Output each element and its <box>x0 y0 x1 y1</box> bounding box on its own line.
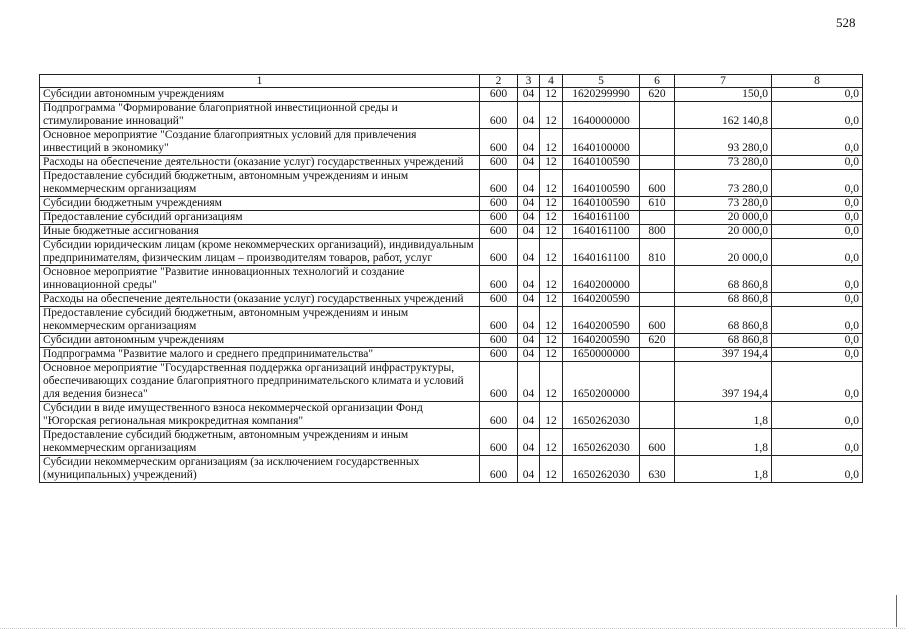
row-target-code: 1640200000 <box>563 266 640 293</box>
row-amount: 20 000,0 <box>675 211 772 225</box>
row-subsection-code: 12 <box>540 266 563 293</box>
row-expense-type: 600 <box>640 170 675 197</box>
row-name: Подпрограмма "Развитие малого и среднего предпринимательства" <box>40 348 480 362</box>
row-section-code: 04 <box>518 429 540 456</box>
row-amount-2: 0,0 <box>772 129 863 156</box>
row-name: Основное мероприятие "Развитие инновационных технологий и создание инновационной среды" <box>40 266 480 293</box>
row-section-code: 04 <box>518 197 540 211</box>
row-target-code: 1650262030 <box>563 456 640 483</box>
row-name: Предоставление субсидий бюджетным, автономным учреждениям и иным некоммерческим организациям <box>40 307 480 334</box>
row-expense-type: 800 <box>640 225 675 239</box>
row-target-code: 1650000000 <box>563 348 640 362</box>
row-name: Субсидии автономным учреждениям <box>40 334 480 348</box>
header-col-5: 5 <box>563 75 640 88</box>
row-target-code: 1620299990 <box>563 88 640 102</box>
row-target-code: 1640161100 <box>563 211 640 225</box>
row-expense-type <box>640 129 675 156</box>
row-target-code: 1640200590 <box>563 293 640 307</box>
row-subsection-code: 12 <box>540 307 563 334</box>
row-amount: 397 194,4 <box>675 348 772 362</box>
row-expense-type <box>640 402 675 429</box>
row-subsection-code: 12 <box>540 88 563 102</box>
row-amount: 93 280,0 <box>675 129 772 156</box>
row-subsection-code: 12 <box>540 102 563 129</box>
row-amount-2: 0,0 <box>772 211 863 225</box>
row-amount: 73 280,0 <box>675 170 772 197</box>
header-col-3: 3 <box>518 75 540 88</box>
row-ministry-code: 600 <box>480 348 518 362</box>
row-amount: 150,0 <box>675 88 772 102</box>
row-section-code: 04 <box>518 156 540 170</box>
row-ministry-code: 600 <box>480 197 518 211</box>
row-name: Субсидии некоммерческим организациям (за исключением государственных (муниципальных) учреждений) <box>40 456 480 483</box>
row-subsection-code: 12 <box>540 456 563 483</box>
row-target-code: 1650200000 <box>563 362 640 402</box>
table-row <box>40 307 863 334</box>
row-ministry-code: 600 <box>480 402 518 429</box>
row-ministry-code: 600 <box>480 102 518 129</box>
row-name: Субсидии в виде имущественного взноса некоммерческой организации Фонд "Югорская региональная микрокредитная компания" <box>40 402 480 429</box>
row-name: Предоставление субсидий организациям <box>40 211 480 225</box>
header-col-7: 7 <box>675 75 772 88</box>
table-row <box>40 211 863 225</box>
page-number: 528 <box>836 15 856 30</box>
row-subsection-code: 12 <box>540 170 563 197</box>
row-section-code: 04 <box>518 402 540 429</box>
row-target-code: 1640100590 <box>563 170 640 197</box>
scan-artifact-line <box>0 628 905 629</box>
row-amount-2: 0,0 <box>772 239 863 266</box>
row-name: Основное мероприятие "Создание благоприятных условий для привлечения инвестиций в экономику" <box>40 129 480 156</box>
row-section-code: 04 <box>518 170 540 197</box>
header-col-1: 1 <box>40 75 480 88</box>
row-expense-type: 620 <box>640 334 675 348</box>
row-target-code: 1640200590 <box>563 307 640 334</box>
row-name: Расходы на обеспечение деятельности (оказание услуг) государственных учреждений <box>40 293 480 307</box>
row-subsection-code: 12 <box>540 211 563 225</box>
row-name: Основное мероприятие "Государственная поддержка организаций инфраструктуры, обеспечивающих создание благоприятного предпринимательского климата и условий для ведения бизнеса" <box>40 362 480 402</box>
table-row <box>40 402 863 429</box>
row-target-code: 1640100000 <box>563 129 640 156</box>
row-amount-2: 0,0 <box>772 334 863 348</box>
table-row <box>40 362 863 402</box>
row-amount: 68 860,8 <box>675 307 772 334</box>
header-col-2: 2 <box>480 75 518 88</box>
table-row <box>40 334 863 348</box>
row-amount-2: 0,0 <box>772 197 863 211</box>
row-name: Предоставление субсидий бюджетным, автономным учреждениям и иным некоммерческим организациям <box>40 429 480 456</box>
row-name: Расходы на обеспечение деятельности (оказание услуг) государственных учреждений <box>40 156 480 170</box>
row-subsection-code: 12 <box>540 362 563 402</box>
row-amount: 73 280,0 <box>675 197 772 211</box>
row-ministry-code: 600 <box>480 456 518 483</box>
row-ministry-code: 600 <box>480 129 518 156</box>
table-row <box>40 129 863 156</box>
row-expense-type: 630 <box>640 456 675 483</box>
table-row <box>40 88 863 102</box>
row-amount: 73 280,0 <box>675 156 772 170</box>
row-expense-type: 620 <box>640 88 675 102</box>
row-amount: 20 000,0 <box>675 225 772 239</box>
row-amount-2: 0,0 <box>772 293 863 307</box>
row-expense-type: 610 <box>640 197 675 211</box>
table-row <box>40 156 863 170</box>
row-section-code: 04 <box>518 88 540 102</box>
row-amount: 68 860,8 <box>675 266 772 293</box>
header-row <box>40 75 863 88</box>
table-row <box>40 266 863 293</box>
row-target-code: 1650262030 <box>563 429 640 456</box>
row-section-code: 04 <box>518 348 540 362</box>
row-name: Подпрограмма "Формирование благоприятной инвестиционной среды и стимулирование инноваций" <box>40 102 480 129</box>
row-expense-type <box>640 362 675 402</box>
row-subsection-code: 12 <box>540 429 563 456</box>
row-amount: 1,8 <box>675 456 772 483</box>
row-section-code: 04 <box>518 266 540 293</box>
table-row <box>40 102 863 129</box>
row-amount: 1,8 <box>675 402 772 429</box>
row-target-code: 1640161100 <box>563 239 640 266</box>
header-col-4: 4 <box>540 75 563 88</box>
scan-artifact-mark <box>896 595 897 627</box>
row-ministry-code: 600 <box>480 429 518 456</box>
row-subsection-code: 12 <box>540 197 563 211</box>
table-row <box>40 239 863 266</box>
row-amount: 68 860,8 <box>675 334 772 348</box>
row-amount-2: 0,0 <box>772 348 863 362</box>
row-section-code: 04 <box>518 456 540 483</box>
row-amount-2: 0,0 <box>772 156 863 170</box>
row-amount-2: 0,0 <box>772 266 863 293</box>
row-section-code: 04 <box>518 239 540 266</box>
row-subsection-code: 12 <box>540 239 563 266</box>
table-row <box>40 456 863 483</box>
row-subsection-code: 12 <box>540 293 563 307</box>
row-target-code: 1640200590 <box>563 334 640 348</box>
table-body <box>40 88 863 483</box>
row-amount-2: 0,0 <box>772 88 863 102</box>
budget-table <box>39 74 863 483</box>
row-expense-type: 810 <box>640 239 675 266</box>
row-target-code: 1640000000 <box>563 102 640 129</box>
header-col-8: 8 <box>772 75 863 88</box>
row-ministry-code: 600 <box>480 156 518 170</box>
row-expense-type <box>640 266 675 293</box>
row-amount-2: 0,0 <box>772 456 863 483</box>
row-amount-2: 0,0 <box>772 225 863 239</box>
row-section-code: 04 <box>518 102 540 129</box>
row-section-code: 04 <box>518 129 540 156</box>
row-ministry-code: 600 <box>480 225 518 239</box>
row-subsection-code: 12 <box>540 225 563 239</box>
row-target-code: 1640100590 <box>563 156 640 170</box>
row-section-code: 04 <box>518 334 540 348</box>
row-amount-2: 0,0 <box>772 307 863 334</box>
row-name: Предоставление субсидий бюджетным, автономным учреждениям и иным некоммерческим организациям <box>40 170 480 197</box>
table-row <box>40 429 863 456</box>
row-subsection-code: 12 <box>540 402 563 429</box>
row-amount-2: 0,0 <box>772 402 863 429</box>
row-amount: 1,8 <box>675 429 772 456</box>
row-section-code: 04 <box>518 211 540 225</box>
row-ministry-code: 600 <box>480 293 518 307</box>
row-amount: 397 194,4 <box>675 362 772 402</box>
row-expense-type <box>640 211 675 225</box>
row-subsection-code: 12 <box>540 156 563 170</box>
row-expense-type <box>640 348 675 362</box>
row-section-code: 04 <box>518 225 540 239</box>
row-subsection-code: 12 <box>540 129 563 156</box>
row-expense-type <box>640 102 675 129</box>
table-row <box>40 197 863 211</box>
row-ministry-code: 600 <box>480 266 518 293</box>
row-section-code: 04 <box>518 293 540 307</box>
row-name: Субсидии бюджетным учреждениям <box>40 197 480 211</box>
row-target-code: 1650262030 <box>563 402 640 429</box>
row-target-code: 1640161100 <box>563 225 640 239</box>
row-amount: 68 860,8 <box>675 293 772 307</box>
row-section-code: 04 <box>518 307 540 334</box>
row-ministry-code: 600 <box>480 239 518 266</box>
row-amount: 162 140,8 <box>675 102 772 129</box>
row-ministry-code: 600 <box>480 362 518 402</box>
row-name: Субсидии автономным учреждениям <box>40 88 480 102</box>
row-subsection-code: 12 <box>540 348 563 362</box>
row-amount-2: 0,0 <box>772 429 863 456</box>
row-expense-type: 600 <box>640 307 675 334</box>
table-row <box>40 348 863 362</box>
row-expense-type <box>640 156 675 170</box>
row-expense-type <box>640 293 675 307</box>
row-target-code: 1640100590 <box>563 197 640 211</box>
row-ministry-code: 600 <box>480 170 518 197</box>
row-amount: 20 000,0 <box>675 239 772 266</box>
header-col-6: 6 <box>640 75 675 88</box>
row-ministry-code: 600 <box>480 307 518 334</box>
table-row <box>40 225 863 239</box>
table-row <box>40 293 863 307</box>
row-amount-2: 0,0 <box>772 362 863 402</box>
row-name: Субсидии юридическим лицам (кроме некоммерческих организаций), индивидуальным предпринимателям, физическим лицам – производителям товаров, работ, услуг <box>40 239 480 266</box>
row-ministry-code: 600 <box>480 334 518 348</box>
row-amount-2: 0,0 <box>772 102 863 129</box>
row-amount-2: 0,0 <box>772 170 863 197</box>
row-ministry-code: 600 <box>480 88 518 102</box>
row-section-code: 04 <box>518 362 540 402</box>
row-name: Иные бюджетные ассигнования <box>40 225 480 239</box>
table-row <box>40 170 863 197</box>
row-ministry-code: 600 <box>480 211 518 225</box>
row-expense-type: 600 <box>640 429 675 456</box>
row-subsection-code: 12 <box>540 334 563 348</box>
